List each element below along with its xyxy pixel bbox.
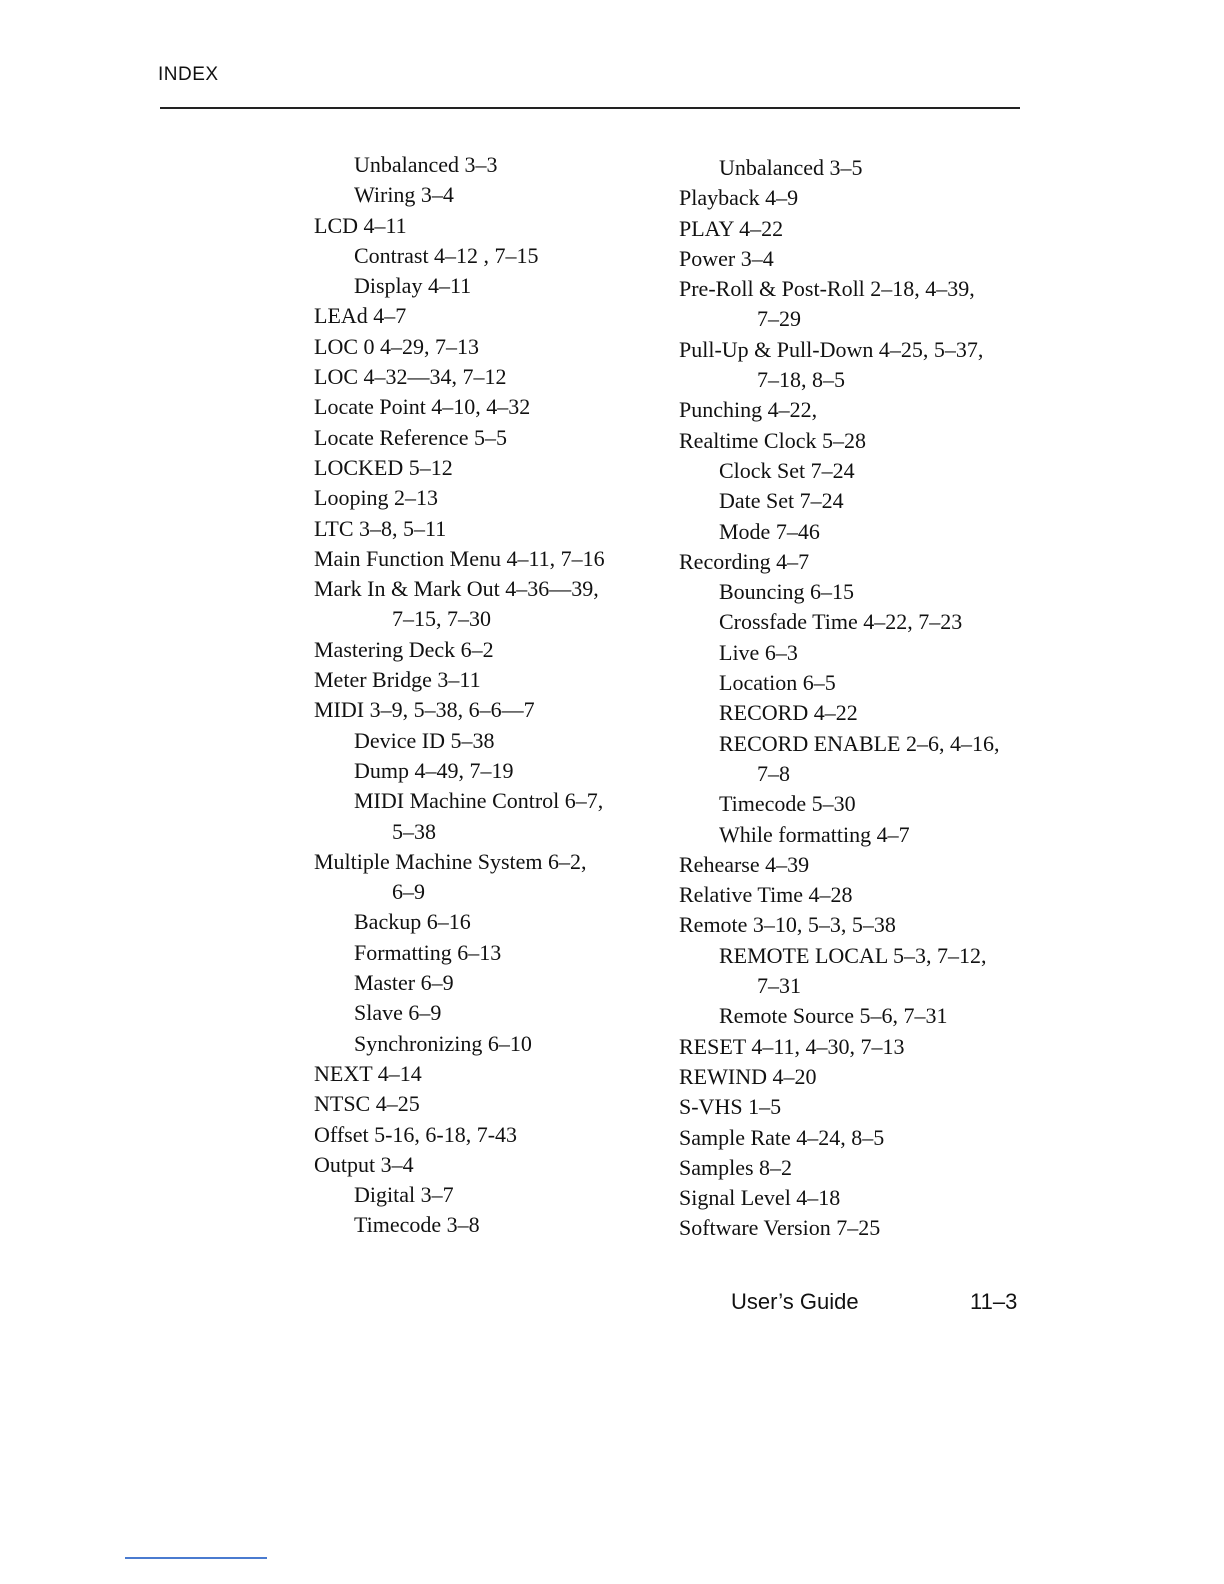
index-entry: Clock Set 7–24 [719,457,855,483]
index-entry: Bouncing 6–15 [719,579,855,605]
index-entry: Rehearse 4–39 [679,851,810,877]
index-entry: Mode 7–46 [719,518,820,544]
header-divider [160,107,1020,109]
index-entry: Timecode 3–8 [354,1212,480,1238]
index-entry: Master 6–9 [354,970,454,996]
index-entry: While formatting 4–7 [719,821,910,847]
index-entry: LEAd 4–7 [314,303,407,329]
index-entry: LOC 4–32—34, 7–12 [314,364,507,390]
index-entry: S-VHS 1–5 [679,1094,782,1120]
index-entry: RECORD ENABLE 2–6, 4–16, [719,730,1000,756]
index-entry: Looping 2–13 [314,485,439,511]
index-entry: 7–8 [757,760,790,786]
index-entry: Main Function Menu 4–11, 7–16 [314,545,605,571]
index-entry: 7–29 [757,306,801,332]
index-entry: Formatting 6–13 [354,939,502,965]
index-entry: Date Set 7–24 [719,488,844,514]
index-entry: Crossfade Time 4–22, 7–23 [719,609,963,635]
index-entry: LOCKED 5–12 [314,454,453,480]
index-entry: LTC 3–8, 5–11 [314,515,447,541]
index-entry: Software Version 7–25 [679,1215,881,1241]
index-entry: Pull-Up & Pull-Down 4–25, 5–37, [679,336,984,362]
index-entry: 5–38 [392,818,436,844]
index-entry: Digital 3–7 [354,1182,454,1208]
index-entry: PLAY 4–22 [679,215,784,241]
index-entry: Backup 6–16 [354,909,471,935]
index-entry: Realtime Clock 5–28 [679,427,866,453]
index-entry: 7–15, 7–30 [392,606,491,632]
index-entry: Punching 4–22, [679,397,818,423]
index-entry: Locate Reference 5–5 [314,424,507,450]
index-entry: Live 6–3 [719,639,798,665]
index-entry: MIDI Machine Control 6–7, [354,788,604,814]
index-entry: Timecode 5–30 [719,791,856,817]
index-entry: MIDI 3–9, 5–38, 6–6—7 [314,697,535,723]
index-entry: NEXT 4–14 [314,1060,422,1086]
index-entry: Pre-Roll & Post-Roll 2–18, 4–39, [679,276,975,302]
index-entry: Samples 8–2 [679,1154,793,1180]
index-entry: Device ID 5–38 [354,727,495,753]
index-column-left [314,150,605,1241]
index-entry: Contrast 4–12 , 7–15 [354,242,539,268]
page-header-title: INDEX [158,64,219,85]
index-entry: Relative Time 4–28 [679,882,853,908]
index-entry: Signal Level 4–18 [679,1185,841,1211]
index-entry: Power 3–4 [679,245,774,271]
index-entry: RESET 4–11, 4–30, 7–13 [679,1033,905,1059]
index-entry: Wiring 3–4 [354,182,454,208]
index-entry: LCD 4–11 [314,212,407,238]
index-entry: Synchronizing 6–10 [354,1030,532,1056]
index-entry: RECORD 4–22 [719,700,858,726]
index-entry: Output 3–4 [314,1151,414,1177]
index-entry: Mark In & Mark Out 4–36—39, [314,576,599,602]
index-entry: Slave 6–9 [354,1000,442,1026]
index-entry: Remote 3–10, 5–3, 5–38 [679,912,896,938]
index-entry: Multiple Machine System 6–2, [314,848,587,874]
index-entry: Mastering Deck 6–2 [314,636,494,662]
index-entry: NTSC 4–25 [314,1091,420,1117]
index-entry: 7–31 [757,973,801,999]
index-entry: Display 4–11 [354,273,472,299]
index-entry: LOC 0 4–29, 7–13 [314,333,479,359]
index-entry: Unbalanced 3–3 [354,152,498,177]
footer-guide-title: User’s Guide [731,1289,859,1314]
index-entry: Offset 5-16, 6-18, 7-43 [314,1121,518,1147]
index-column-right [679,153,1000,1244]
index-entry: Playback 4–9 [679,185,799,211]
footer-page-number: 11–3 [970,1289,1018,1314]
index-entry: Recording 4–7 [679,548,810,574]
index-entry: Dump 4–49, 7–19 [354,757,514,783]
index-entry: Location 6–5 [719,670,836,696]
index-entry: Sample Rate 4–24, 8–5 [679,1124,885,1150]
index-entry: REMOTE LOCAL 5–3, 7–12, [719,942,987,968]
index-entry: REWIND 4–20 [679,1063,817,1089]
index-entry: Remote Source 5–6, 7–31 [719,1003,948,1029]
index-entry: Unbalanced 3–5 [719,155,863,180]
index-entry: Meter Bridge 3–11 [314,667,481,693]
index-entry: 6–9 [392,879,425,905]
bottom-scan-line [125,1557,267,1559]
index-entry: 7–18, 8–5 [757,367,845,393]
index-entry: Locate Point 4–10, 4–32 [314,394,531,420]
